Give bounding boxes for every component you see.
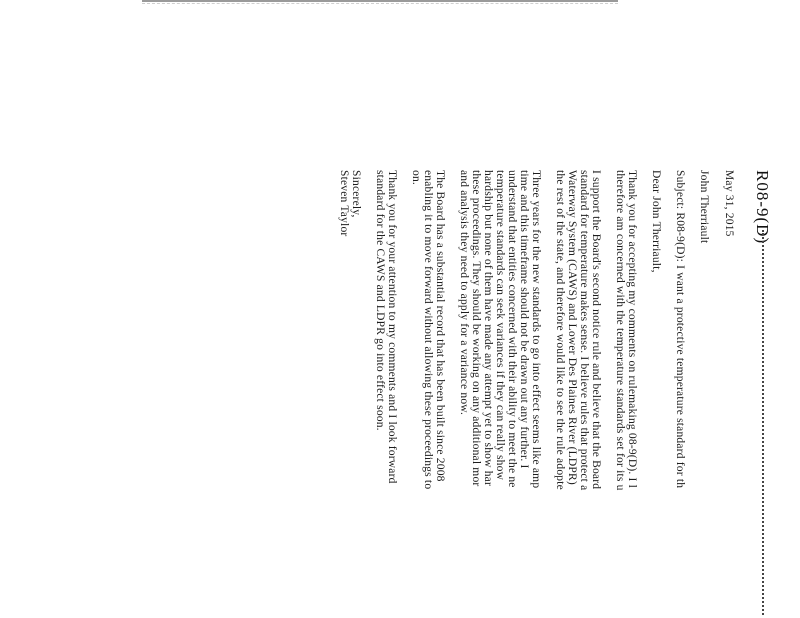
paragraph-3-line: and analysis they need to apply for a variance now. [458,170,470,416]
letter-salutation: Dear John Therriault, [650,170,662,273]
paragraph-2-line: Waterway System (CAWS) and Lower Des Plaines River (LDPR) [566,170,578,485]
paragraph-5-line: standard for the CAWS and LDPR go into effect soon. [374,170,386,431]
paragraph-1-line: therefore am concerned with the temperature standards set for its u [614,170,626,491]
letter-signature-name: Steven Taylor [338,170,350,237]
paragraph-3-line: temperature standards can seek variances if they can really show [494,170,506,481]
paragraph-4-line: The Board has a substantial record that has been built since 2008 [434,170,446,482]
paragraph-4-line: on. [410,170,422,185]
paragraph-3-line: these proceedings. They should be working on any additional mor [470,170,482,487]
paragraph-3-line: hardship but none of them have made any attempt yet to show har [482,170,494,486]
paragraph-3-line: understand that entities concerned with their ability to meet the ne [506,170,518,488]
paragraph-2-line: the rest of the state, and therefore would like to see the rule adopte [554,170,566,490]
document-header: R08-9(D) [753,170,772,245]
paragraph-3-line: Three years for the new standards to go into effect seems like amp [530,170,542,489]
paragraph-1-line: Thank you for accepting my comments on rulemaking 08-9(D). I l [626,170,638,489]
paragraph-2-line: I support the Board's second notice rule and believe that the Board [590,170,602,490]
paragraph-5-line: Thank you for your attention to my comments and I look forward [386,170,398,484]
letter-closing: Sincerely, [350,170,362,218]
paragraph-2-line: standard for temperature makes sense. I believe rules that protect a [578,170,590,491]
paragraph-4-line: enabling it to move forward without allowing these proceedings to [422,170,434,490]
letter-date: May 31, 2015 [723,170,735,237]
header-dotted-leader [762,230,764,615]
paragraph-3-line: time and this timeframe should not be drawn out any further. I [518,170,530,469]
letter-recipient: John Therriault [698,170,710,244]
letter-subject: Subject: R08-9(D): I want a protective temperature standard for th [674,170,686,489]
